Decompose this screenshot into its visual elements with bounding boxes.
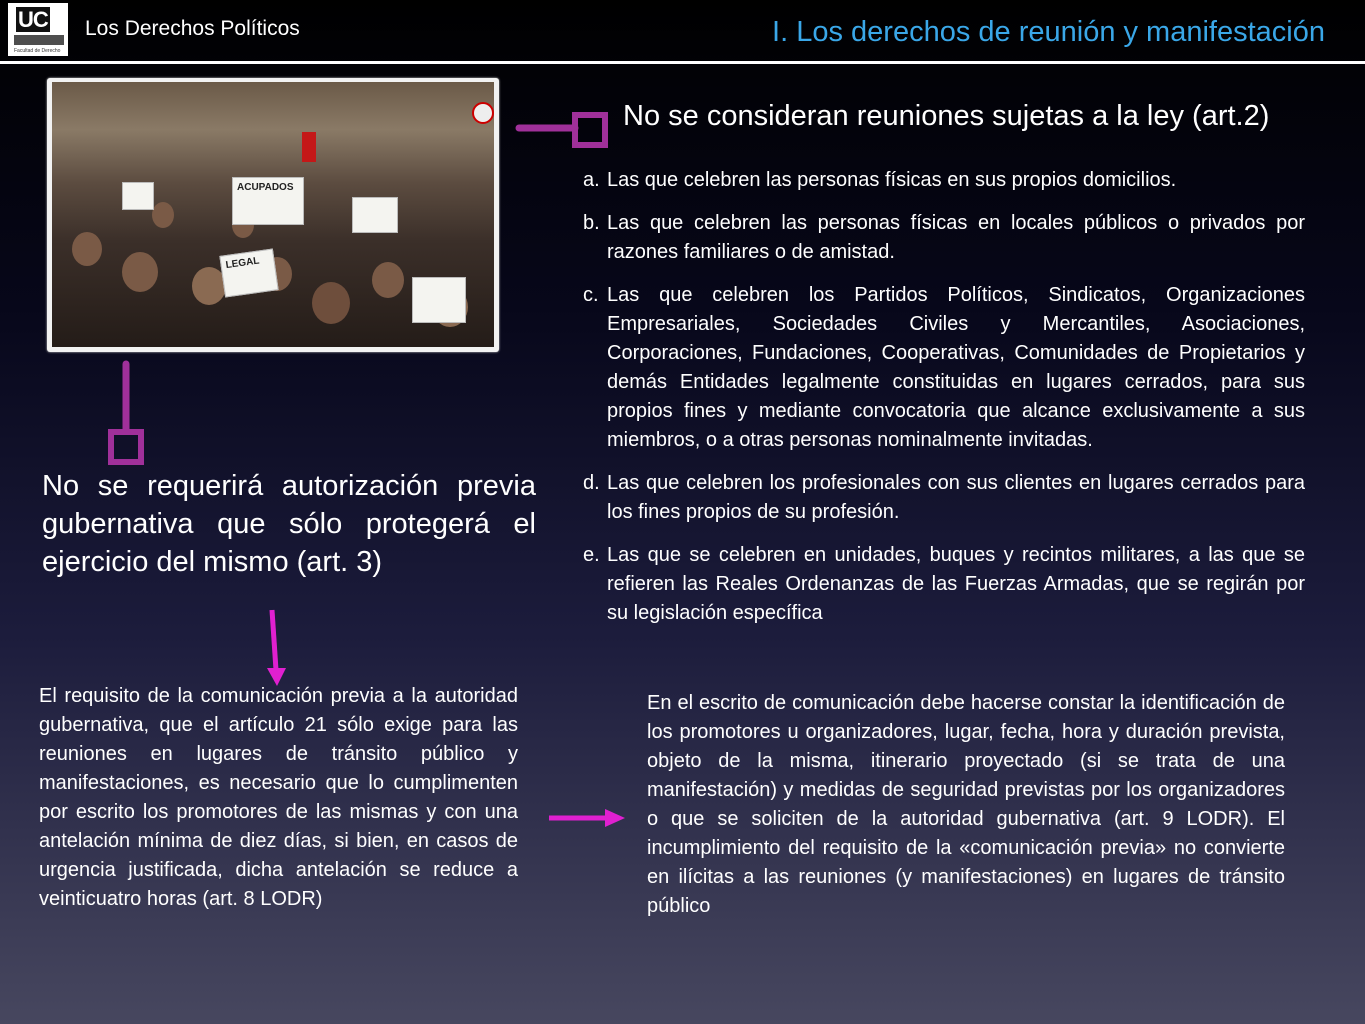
photo-sign-text: ACUPADOS [237,182,294,193]
list-item-text: Las que celebren los profesionales con sus clientes en lugares cerrados para los fines propios de su profesión. [607,472,1305,523]
photo-head [152,202,174,228]
photo-crowd [52,82,494,347]
art9-text: En el escrito de comunicación debe hacerse constar la identificación de los promotores u organizadores, lugar, fecha, hora y duración prevista, objeto de la misma, itinerario proyectado (si se trata de una manifestación) y medidas de seguridad previstas por los organizadores o que se soliciten de la autoridad gubernativa (art. 9 LODR). El incumplimiento del requisito de la «comunicación previa» no convierte en ilícitas a las reuniones (y manifestaciones) en lugares de tránsito público [647,692,1285,917]
art2-list [583,166,1305,642]
list-marker: a. [583,169,600,191]
list-item-text: Las que celebren las personas físicas en sus propios domicilios. [607,169,1177,191]
slide-title: I. Los derechos de reunión y manifestación [772,16,1325,48]
list-item [583,281,1305,455]
university-logo [8,3,68,56]
logo-mark [16,8,60,32]
logo-subtitle: Facultad de Derecho [14,48,61,54]
arrow-right [545,806,627,830]
protest-photo [47,78,499,352]
connector-down [104,360,149,470]
logo-band [14,35,64,45]
photo-head [312,282,350,324]
list-item-text: Las que se celebren en unidades, buques y recintos militares, a las que se refieren las Reales Ordenanzas de las Fuerzas Armadas, que se regirán por su legislación específica [607,544,1305,624]
list-marker: c. [583,284,599,306]
photo-head [72,232,102,266]
arrow-down [262,606,290,688]
subject-label: Los Derechos Políticos [85,17,300,40]
photo-flag [302,132,316,162]
list-item-text: Las que celebren las personas físicas en locales públicos o privados por razones familiares o de amistad. [607,212,1305,263]
list-item [583,166,1305,195]
photo-sign [219,248,278,297]
art2-heading [623,98,1289,134]
art2-heading-text: No se consideran reuniones sujetas a la ley (art.2) [623,100,1270,132]
list-item-text: Las que celebren los Partidos Políticos, Sindicatos, Organizaciones Empresariales, Sociedades Civiles y Mercantiles, Asociaciones, Corporaciones, Fundaciones, Cooperativas, Comunidades de Propietarios y demás Entidades legalmente constituidas en lugares cerrados, para sus propios fines y mediante convocatoria que alcance exclusivamente a sus miembros, o a otras personas nominalmente invitadas. [607,284,1305,451]
photo-traffic-sign [472,102,494,124]
art3-text: No se requerirá autorización previa gubernativa que sólo protegerá el ejercicio del mismo (art. 3) [42,470,536,578]
photo-sign [412,277,466,323]
photo-sign [122,182,154,210]
list-marker: b. [583,212,600,234]
photo-sign-text: LEGAL [224,255,261,272]
photo-head [122,252,158,292]
list-item [583,469,1305,527]
header-rule [0,61,1365,64]
list-item [583,541,1305,628]
connector-right [515,112,610,152]
logo-text: UC [18,7,48,32]
list-item [583,209,1305,267]
art8-text: El requisito de la comunicación previa a la autoridad gubernativa, que el artículo 21 sólo exige para las reuniones en lugares de tránsito público y manifestaciones, es necesario que lo cumplimenten por escrito los promotores de las mismas y con una antelación mínima de diez días, si bien, en casos de urgencia justificada, dicha antelación se reduce a veinticuatro horas (art. 8 LODR) [39,685,518,910]
photo-head [372,262,404,298]
photo-sign [232,177,304,225]
photo-sign [352,197,398,233]
list-marker: e. [583,544,600,566]
list-marker: d. [583,472,600,494]
